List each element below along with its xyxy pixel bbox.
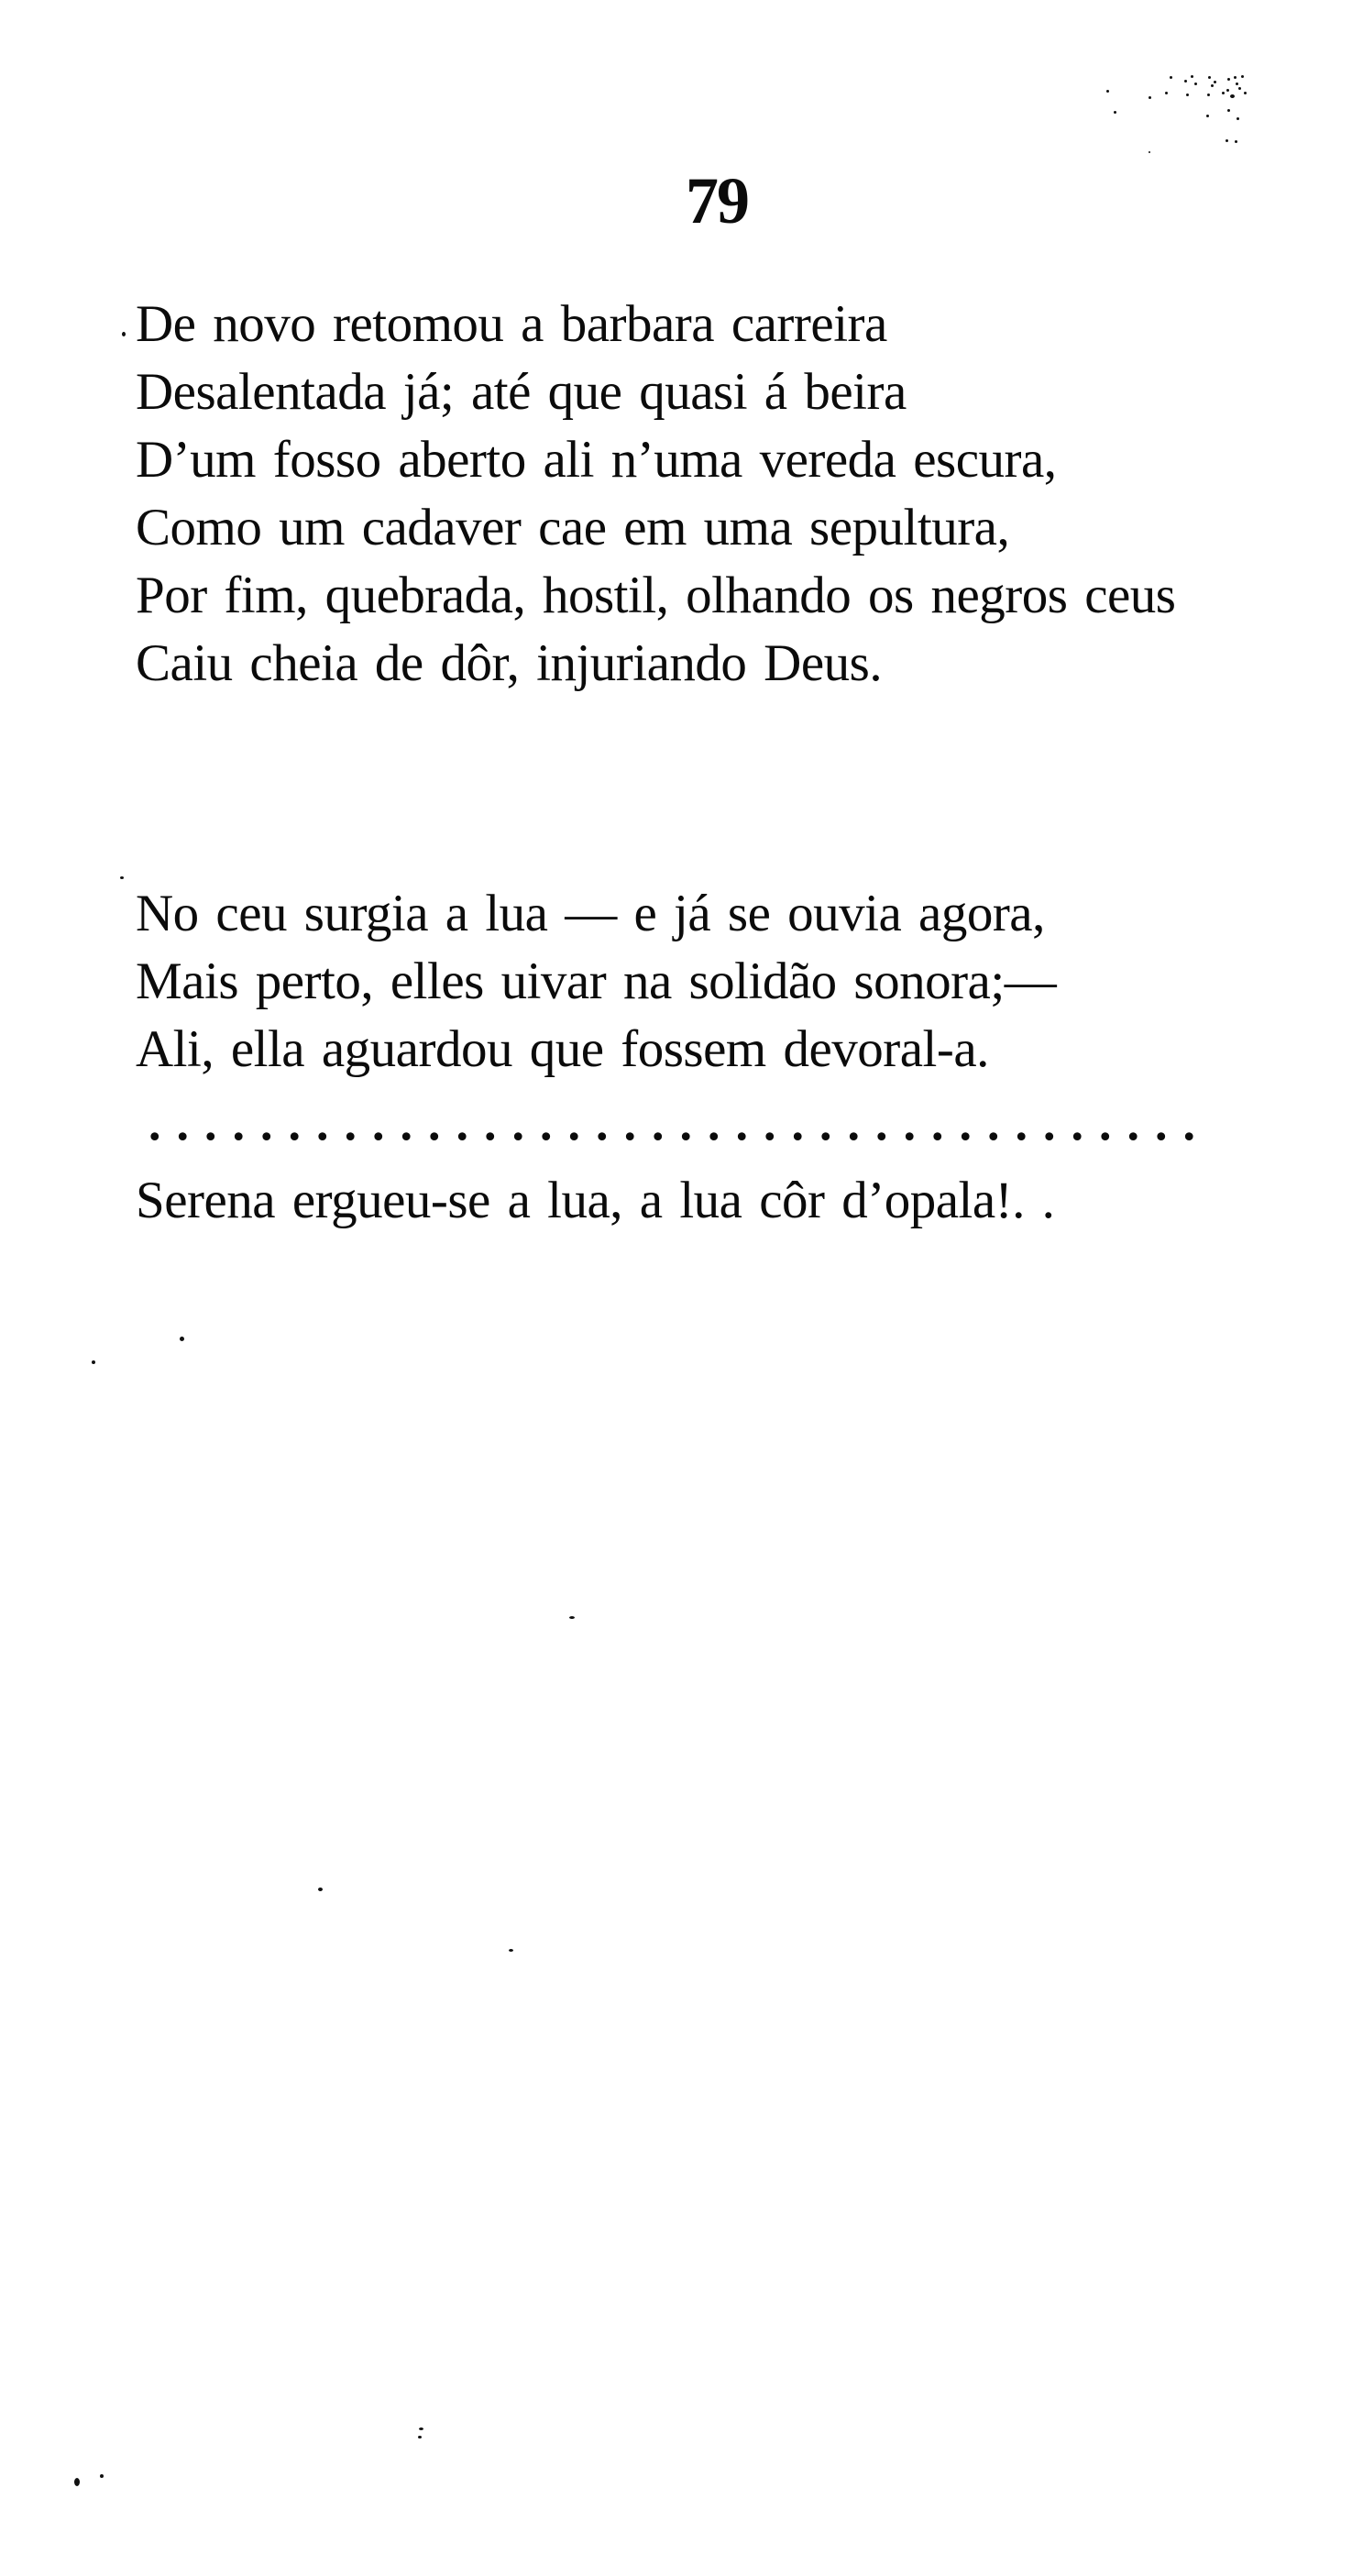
ink-speck [318,1888,323,1891]
ink-speck [122,332,126,336]
ink-speck [92,1360,95,1364]
ink-speck [1186,94,1189,96]
poem-line: Caiu cheia de dôr, injuriando Deus. [136,634,883,692]
ink-speck [1208,76,1211,79]
ink-speck [1214,81,1216,83]
poem-final-line: Serena ergueu-se a lua, a lua côr d’opala!. . [136,1172,1055,1229]
poem-line: Como um cadaver cae em uma sepultura, [136,499,1010,556]
ink-speck [1227,78,1230,81]
ink-speck [1241,75,1244,78]
stanza-1 [136,291,1318,698]
ink-speck [1222,92,1225,94]
ink-speck [1234,76,1237,79]
poem-line: Por fim, quebrada, hostil, olhando os negros ceus [136,567,1176,624]
ink-speck [1184,80,1187,83]
ink-speck [120,876,124,879]
poem-line: D’um fosso aberto ali n’uma vereda escura, [136,431,1057,489]
ink-speck [1211,84,1214,87]
ellipsis-line: ...................................... [148,1095,1211,1150]
ink-speck [569,1616,575,1619]
ink-speck [1194,83,1197,85]
poem-line: No ceu surgia a lua — e já se ouvia agora, [136,885,1045,942]
poem-text [136,291,1318,1235]
stanza-2 [136,880,1318,1084]
ink-speck [100,2474,104,2478]
ink-speck [1226,139,1228,142]
ink-speck [1106,90,1109,93]
ink-speck [1149,151,1150,153]
ink-speck [1149,96,1151,99]
page-number: 79 [686,164,748,237]
ink-speck [74,2478,80,2486]
ink-speck [180,1337,184,1341]
ink-speck [509,1949,513,1952]
ink-speck [1170,76,1172,79]
ink-speck [1206,115,1209,117]
ink-speck [1227,109,1230,112]
ink-speck [1226,89,1229,92]
poem-line: Desalentada já; até que quasi á beira [136,363,907,421]
ink-speck [1165,92,1168,94]
ink-speck [1244,92,1247,94]
ink-speck [1237,117,1239,120]
poem-line: De novo retomou a barbara carreira [136,295,887,353]
ink-speck [1191,75,1193,78]
ink-speck [1235,140,1237,143]
poem-line: Mais perto, elles uivar na solidão sonora;— [136,952,1057,1010]
ink-speck [418,2436,422,2438]
ink-speck [1238,87,1241,90]
ink-speck [1207,94,1210,96]
poem-line: Ali, ella aguardou que fossem devoral-a. [136,1020,989,1078]
ink-speck [1114,111,1116,114]
ink-speck [1230,94,1235,98]
ink-speck [419,2427,423,2430]
ink-speck [1236,83,1238,85]
